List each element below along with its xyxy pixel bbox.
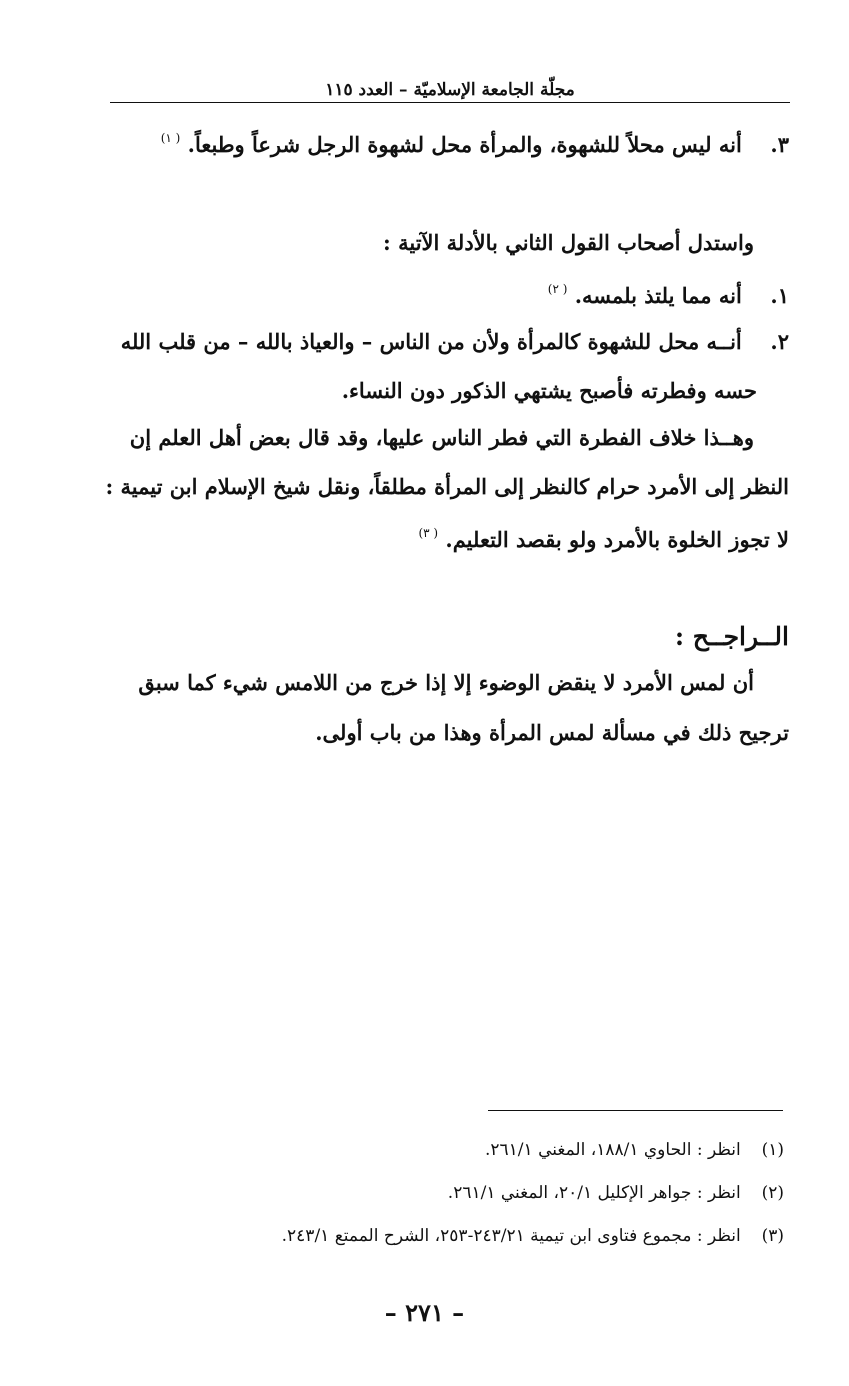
evidence-item-2 — [60, 331, 789, 352]
footnote-ref: ( ١) — [160, 131, 181, 145]
paragraph-line-2: النظر إلى الأمرد حرام كالنظر إلى المرأة مطلقاً، ونقل شيخ الإسلام ابن تيمية : — [105, 474, 789, 499]
paragraph-line-1: وهــذا خلاف الفطرة التي فطر الناس عليها، وقد قال بعض أهل العلم إن — [129, 425, 754, 450]
footnote-text: انظر : مجموع فتاوى ابن تيمية ٢٤٣/٢١-٢٥٣، الشرح الممتع ٢٤٣/١. — [281, 1226, 741, 1246]
page-number: – ٢٧١ – — [384, 1298, 465, 1327]
footnote-ref: ( ٢) — [547, 282, 568, 296]
item-number: ٣. — [770, 132, 789, 157]
footnote-2 — [120, 1185, 784, 1202]
footnote-1 — [120, 1142, 784, 1159]
rajih-line-1: أن لمس الأمرد لا ينقض الوضوء إلا إذا خرج من اللامس شيء كما سبق — [138, 670, 754, 695]
evidence-item-3 — [60, 132, 789, 155]
rajih-line-2: ترجيح ذلك في مسألة لمس المرأة وهذا من باب أولى. — [315, 720, 789, 745]
running-header: مجلّة الجامعة الإسلاميّة – العدد ١١٥ — [325, 80, 575, 100]
header-divider — [110, 102, 790, 103]
footnote-number: (١) — [761, 1140, 784, 1160]
item-text: أنه ليس محلاً للشهوة، والمرأة محل لشهوة الرجل شرعاً وطبعاً. — [187, 132, 742, 157]
evidence-item-1 — [60, 283, 789, 306]
item-text: أنه مما يلتذ بلمسه. — [574, 283, 742, 308]
paragraph-line-3 — [60, 527, 789, 550]
item-number: ٢. — [770, 329, 789, 354]
footnote-number: (٢) — [761, 1183, 784, 1203]
second-view-intro: واستدل أصحاب القول الثاني بالأدلة الآتية : — [383, 230, 754, 255]
footnote-number: (٣) — [761, 1226, 784, 1246]
evidence-item-2-continued: حسه وفطرته فأصبح يشتهي الذكور دون النساء. — [341, 378, 757, 403]
paragraph-text: لا تجوز الخلوة بالأمرد ولو بقصد التعليم. — [445, 527, 789, 552]
footnote-text: انظر : الحاوي ١٨٨/١، المغني ٢٦١/١. — [485, 1140, 741, 1160]
footnote-ref: ( ٣) — [418, 526, 439, 540]
footnote-divider — [488, 1110, 783, 1111]
footnote-3 — [120, 1228, 784, 1245]
item-text-line-1: أنــه محل للشهوة كالمرأة ولأن من الناس – والعياذ بالله – من قلب الله — [120, 329, 742, 354]
footnote-text: انظر : جواهر الإكليل ٢٠/١، المغني ٢٦١/١. — [447, 1183, 741, 1203]
section-heading-rajih: الــراجــح : — [674, 622, 789, 651]
item-number: ١. — [770, 283, 789, 308]
